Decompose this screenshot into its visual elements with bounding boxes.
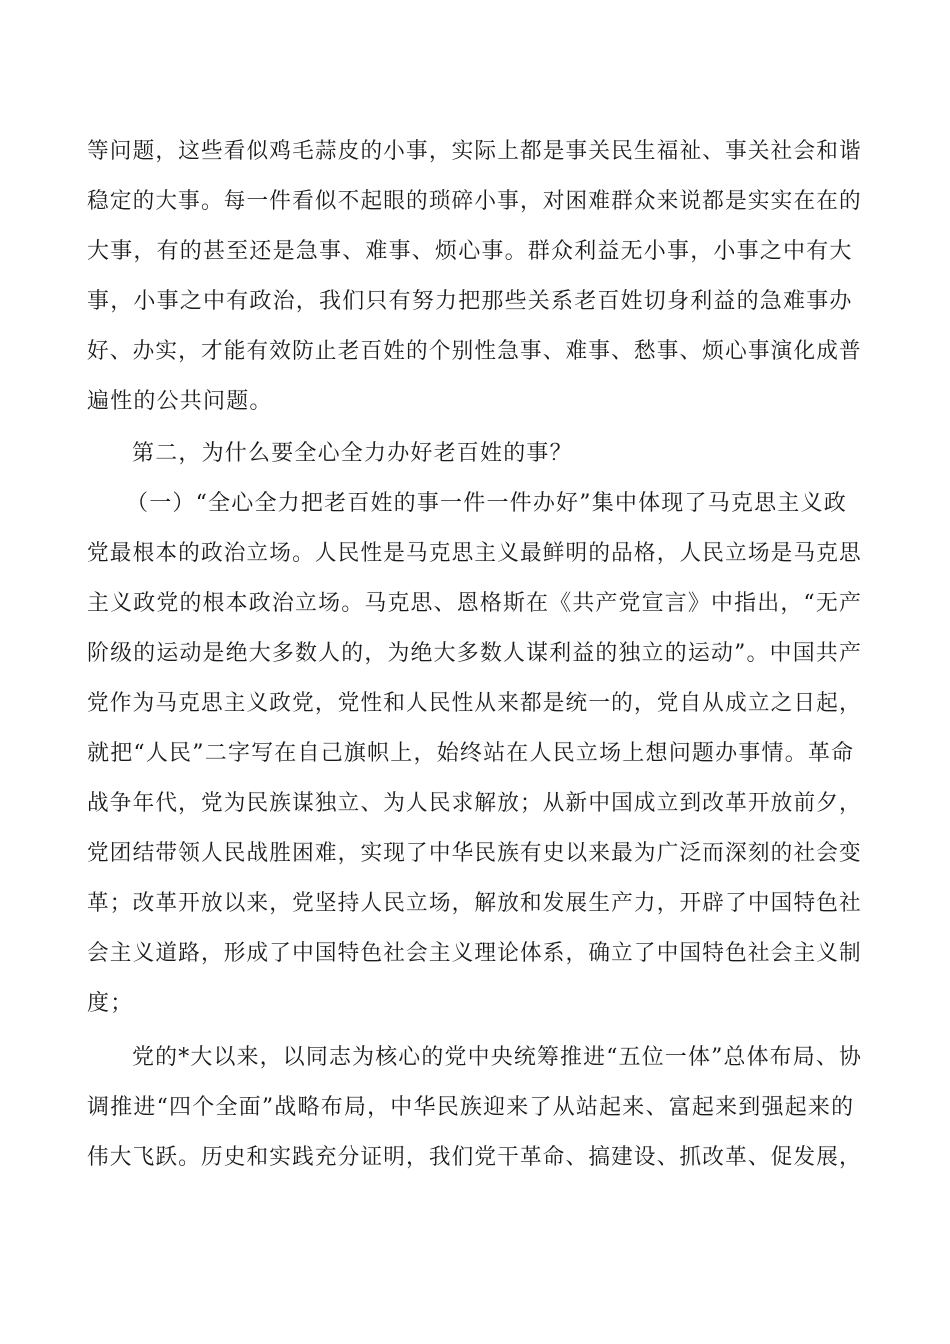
text-line: 战争年代，党为民族谋独立、为人民求解放；从新中国成立到改革开放前夕， xyxy=(87,791,862,816)
text-line: 阶级的运动是绝大多数人的，为绝大多数人谋利益的独立的运动”。中国共产 xyxy=(87,641,863,666)
section-heading: 第二，为什么要全心全力办好老百姓的事？ xyxy=(132,441,573,466)
text-line: 事，小事之中有政治，我们只有努力把那些关系老百姓切身利益的急难事办 xyxy=(87,289,853,314)
text-line: 就把“人民”二字写在自己旗帜上，始终站在人民立场上想问题办事情。革命 xyxy=(87,741,855,766)
text-line: 党的*大以来，以同志为核心的党中央统筹推进“五位一体”总体布局、协 xyxy=(132,1045,863,1070)
text-line: 革；改革开放以来，党坚持人民立场，解放和发展生产力，开辟了中国特色社 xyxy=(87,891,862,916)
text-line: 党最根本的政治立场。人民性是马克思主义最鲜明的品格，人民立场是马克思 xyxy=(87,541,862,566)
text-line: 度； xyxy=(87,991,134,1016)
text-line: 伟大飞跃。历史和实践充分证明，我们党干革命、搞建设、抓改革、促发展， xyxy=(87,1145,862,1170)
text-line: 遍性的公共问题。 xyxy=(87,389,273,414)
text-line: 主义政党的根本政治立场。马克思、恩格斯在《共产党宣言》中指出，“无产 xyxy=(87,591,863,616)
text-line: 大事，有的甚至还是急事、难事、烦心事。群众利益无小事，小事之中有大 xyxy=(87,239,853,264)
text-line: （一）“全心全力把老百姓的事一件一件办好”集中体现了马克思主义政 xyxy=(126,491,847,516)
text-line: 等问题，这些看似鸡毛蒜皮的小事，实际上都是事关民生福祉、事关社会和谐 xyxy=(87,139,862,164)
text-line: 会主义道路，形成了中国特色社会主义理论体系，确立了中国特色社会主义制 xyxy=(87,941,862,966)
text-line: 好、办实，才能有效防止老百姓的个别性急事、难事、愁事、烦心事演化成普 xyxy=(87,339,862,364)
text-line: 党团结带领人民战胜困难，实现了中华民族有史以来最为广泛而深刻的社会变 xyxy=(87,841,862,866)
text-line: 稳定的大事。每一件看似不起眼的琐碎小事，对困难群众来说都是实实在在的 xyxy=(87,189,862,214)
text-line: 党作为马克思主义政党，党性和人民性从来都是统一的，党自从成立之日起， xyxy=(87,691,862,716)
text-line: 调推进“四个全面”战略布局，中华民族迎来了从站起来、富起来到强起来的 xyxy=(87,1095,855,1120)
